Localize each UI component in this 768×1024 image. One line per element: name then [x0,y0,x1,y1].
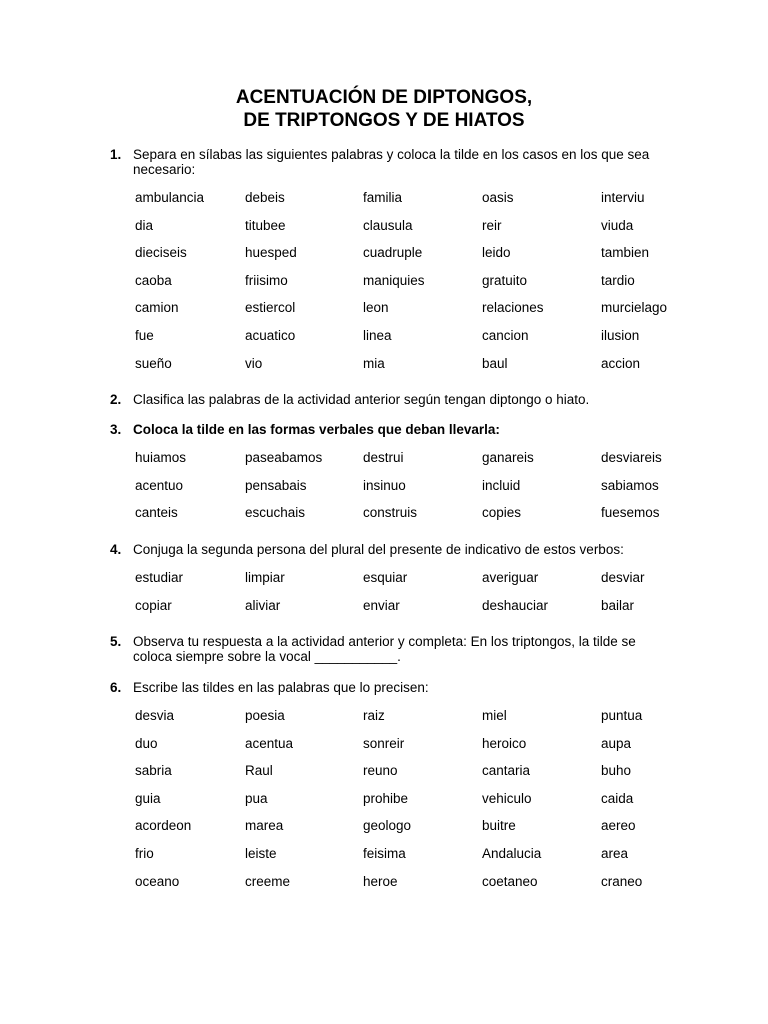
word-grid-exercise-6 [135,708,695,901]
word-item: deshauciar [482,597,549,613]
word-grid-exercise-1 [135,190,695,383]
word-row [135,736,695,764]
exercise-instruction: Clasifica las palabras de la actividad anterior según tengan diptongo o hiato. [133,392,590,407]
word-item: canteis [135,505,178,521]
word-item: frio [135,845,154,861]
exercise-instruction: Observa tu respuesta a la actividad anterior y completa: En los triptongos, la tilde se coloca siempre sobre la vocal ___________. [133,634,636,664]
exercise-number: 6. [110,680,122,695]
word-row [135,300,695,328]
word-item: vio [245,355,263,371]
word-item: maniquies [363,272,425,288]
word-item: reir [482,217,502,233]
word-item: poesia [245,708,285,723]
word-item: murcielago [601,300,668,316]
word-item: ilusion [601,327,640,343]
word-item: destrui [363,450,404,465]
page-title-line-1: ACENTUACIÓN DE DIPTONGOS, [235,87,533,108]
word-item: dia [135,217,154,233]
word-item: puntua [601,708,643,723]
word-item: accion [601,355,641,371]
exercise-number: 2. [110,392,122,407]
word-item: heroe [363,873,398,889]
word-row [135,505,695,533]
word-item: incluid [482,477,521,493]
word-item: oasis [482,190,514,205]
word-item: reuno [363,763,398,779]
word-item: creeme [245,873,291,889]
word-item: oceano [135,873,180,889]
word-item: Andalucia [482,845,542,861]
word-item: huiamos [135,450,187,465]
word-item: debeis [245,190,285,205]
word-row [135,245,695,273]
exercise-number: 3. [110,422,122,437]
word-item: copies [482,505,522,521]
word-item: construis [363,505,418,521]
word-row [135,356,695,384]
word-row [135,450,695,478]
word-row [135,846,695,874]
word-row [135,190,695,218]
word-item: insinuo [363,477,406,493]
word-item: miel [482,708,507,723]
word-item: duo [135,735,158,751]
word-item: linea [363,327,392,343]
exercise-number: 1. [110,147,122,162]
word-item: cuadruple [363,245,423,261]
word-item: titubee [245,217,286,233]
word-item: aereo [601,818,636,834]
word-item: mia [363,355,385,371]
exercise-instruction: Coloca la tilde en las formas verbales que deban llevarla: [133,422,500,437]
word-item: aliviar [245,597,281,613]
word-item: huesped [245,245,297,261]
word-item: cantaria [482,763,531,779]
word-item: desvia [135,708,175,723]
word-item: coetaneo [482,873,538,889]
word-item: fuesemos [601,505,660,521]
word-row [135,708,695,736]
word-row [135,478,695,506]
word-item: copiar [135,597,172,613]
word-item: geologo [363,818,412,834]
word-item: paseabamos [245,450,323,465]
word-item: vehiculo [482,790,532,806]
word-item: aupa [601,735,632,751]
word-item: acentua [245,735,294,751]
word-row [135,218,695,246]
word-row [135,874,695,902]
word-item: caida [601,790,634,806]
word-item: relaciones [482,300,544,316]
word-item: pensabais [245,477,307,493]
word-item: viuda [601,217,634,233]
word-item: familia [363,190,403,205]
word-item: leon [363,300,389,316]
exercise-instruction: Escribe las tildes en las palabras que lo precisen: [133,680,429,695]
word-item: sabria [135,763,172,779]
word-row [135,570,695,598]
word-item: friisimo [245,272,288,288]
word-item: gratuito [482,272,528,288]
word-row [135,791,695,819]
word-item: marea [245,818,284,834]
word-row [135,763,695,791]
word-row [135,273,695,301]
word-item: interviu [601,190,645,205]
word-item: sueño [135,355,172,371]
word-item: acentuo [135,477,184,493]
word-item: Raul [245,763,273,779]
word-item: acuatico [245,327,296,343]
word-item: area [601,845,629,861]
word-item: prohibe [363,790,409,806]
word-item: enviar [363,597,400,613]
word-item: limpiar [245,570,285,585]
word-item: cancion [482,327,529,343]
exercise-number: 4. [110,542,122,557]
word-row [135,598,695,626]
word-item: baul [482,355,508,371]
word-item: feisima [363,845,406,861]
word-item: dieciseis [135,245,187,261]
word-item: camion [135,300,179,316]
page-title-line-2: DE TRIPTONGOS Y DE HIATOS [243,110,525,131]
word-item: estudiar [135,570,184,585]
word-item: desviareis [601,450,662,465]
word-item: bailar [601,597,635,613]
word-item: ambulancia [135,190,205,205]
word-item: leiste [245,845,277,861]
word-item: guia [135,790,161,806]
word-item: estiercol [245,300,296,316]
word-row [135,328,695,356]
word-item: fue [135,327,154,343]
word-item: esquiar [363,570,408,585]
word-grid-exercise-3 [135,450,695,533]
exercise-number: 5. [110,634,122,649]
word-item: leido [482,245,511,261]
exercise-instruction: Separa en sílabas las siguientes palabras y coloca la tilde en los casos en los que sea necesario: [133,147,650,177]
word-item: buitre [482,818,516,834]
word-item: sonreir [363,735,405,751]
word-grid-exercise-4 [135,570,695,625]
word-row [135,818,695,846]
exercise-instruction: Conjuga la segunda persona del plural del presente de indicativo de estos verbos: [133,542,624,557]
word-item: heroico [482,735,527,751]
word-item: buho [601,763,632,779]
word-item: escuchais [245,505,306,521]
word-item: acordeon [135,818,192,834]
word-item: sabiamos [601,477,659,493]
word-item: tambien [601,245,650,261]
word-item: clausula [363,217,413,233]
word-item: craneo [601,873,643,889]
word-item: averiguar [482,570,539,585]
word-item: caoba [135,272,172,288]
word-item: raiz [363,708,385,723]
word-item: pua [245,790,268,806]
word-item: tardio [601,272,635,288]
word-item: desviar [601,570,645,585]
word-item: ganareis [482,450,534,465]
